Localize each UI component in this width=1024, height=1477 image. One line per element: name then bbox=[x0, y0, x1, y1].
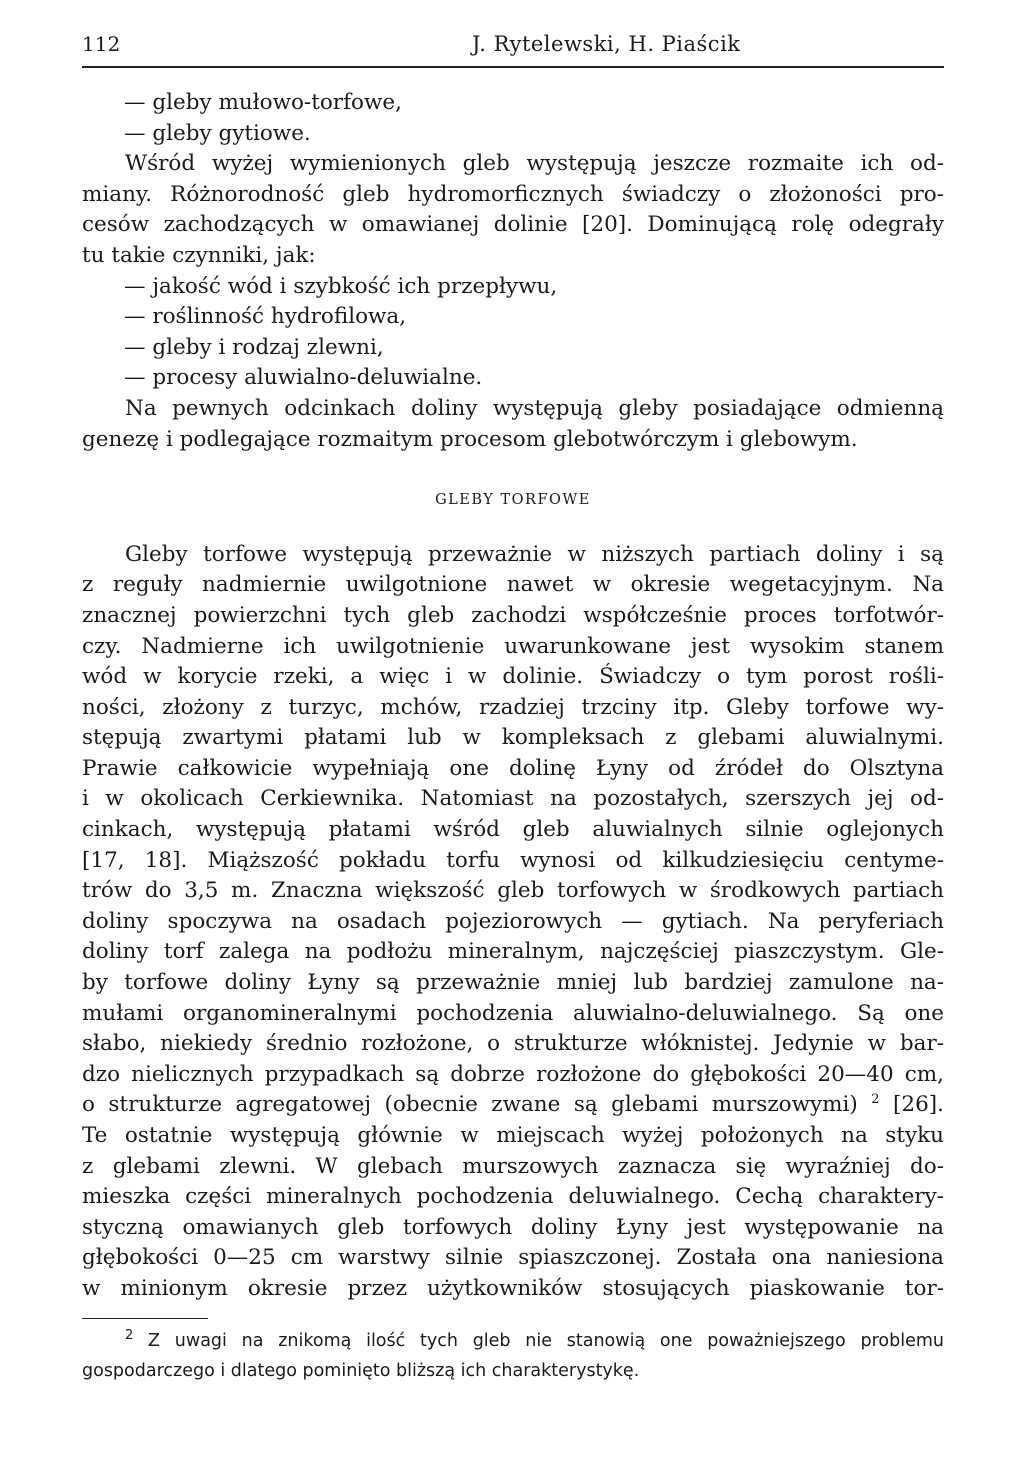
list-item: — jakość wód i szybkość ich przepływu, bbox=[124, 273, 558, 299]
text-line: tu takie czynniki, jak: bbox=[82, 242, 316, 268]
text-line: ności, złożony z turzyc, mchów, rzadziej trzciny itp. Gleby torfowe wy- bbox=[82, 694, 944, 720]
intro-list bbox=[82, 88, 944, 149]
text-line-body: o strukturze agregatowej (obecnie zwane są glebami murszowymi) bbox=[82, 1092, 858, 1118]
body-text bbox=[82, 88, 944, 1305]
paragraph-varieties bbox=[82, 149, 944, 271]
text-line: i w okolicach Cerkiewnika. Natomiast na pozostałych, szerszych jej od- bbox=[82, 786, 944, 812]
footnote-ref: 2 bbox=[871, 1092, 880, 1108]
text-line: styczną omawianych gleb torfowych doliny Łyny jest występowanie na bbox=[82, 1214, 944, 1240]
text-line: by torfowe doliny Łyny są przeważnie mniej lub bardziej zamulone na- bbox=[82, 970, 944, 996]
text-line: Wśród wyżej wymienionych gleb występują jeszcze rozmaite ich od- bbox=[125, 151, 944, 177]
text-line: genezę i podlegające rozmaitym procesom glebotwórczym i glebowym. bbox=[82, 426, 858, 452]
list-item: — procesy aluwialno-deluwialne. bbox=[124, 365, 483, 391]
text-line: w minionym okresie przez użytkowników stosujących piaskowanie tor- bbox=[82, 1275, 944, 1301]
page-header bbox=[82, 26, 944, 66]
text-line: Na pewnych odcinkach doliny występują gleby posiadające odmienną bbox=[125, 395, 944, 421]
text-line: Te ostatnie występują głównie w miejscach wyżej położonych na styku bbox=[82, 1123, 944, 1148]
citation: [26]. bbox=[893, 1092, 944, 1118]
text-line bbox=[82, 1090, 944, 1121]
text-line: miany. Różnorodność gleb hydromorficznych świadczy o złożoności pro- bbox=[82, 181, 944, 207]
paragraph-genesis bbox=[82, 394, 944, 455]
footnote-marker: 2 bbox=[125, 1328, 134, 1344]
text-line: z reguły nadmiernie uwilgotnione nawet w okresie wegetacyjnym. Na bbox=[82, 572, 944, 598]
text-line: dzo nielicznych przypadkach są dobrze rozłożone do głębokości 20—40 cm, bbox=[82, 1061, 944, 1087]
section-title: GLEBY TORFOWE bbox=[435, 492, 591, 509]
text-line: wód w korycie rzeki, a więc i w dolinie. Świadczy o tym porost rośli- bbox=[82, 664, 944, 690]
text-line: mułami organomineralnymi pochodzenia aluwialno-deluwialnego. Są one bbox=[82, 1000, 944, 1026]
list-item: — gleby i rodzaj zlewni, bbox=[124, 334, 384, 360]
text-line: znacznej powierzchni tych gleb zachodzi współcześnie proces torfotwór- bbox=[82, 602, 944, 628]
text-line: mieszka części mineralnych pochodzenia deluwialnego. Cechą charaktery- bbox=[82, 1184, 944, 1210]
running-head: J. Rytelewski, H. Piaścik bbox=[472, 32, 741, 56]
text-line: cesów zachodzących w omawianej dolinie [20]. Dominującą rolę odegrały bbox=[82, 212, 944, 238]
list-item: — gleby mułowo-torfowe, bbox=[124, 90, 402, 115]
text-line: [17, 18]. Miąższość pokładu torfu wynosi od kilkudziesięciu centyme- bbox=[82, 847, 944, 873]
footnote bbox=[82, 1326, 944, 1386]
footnote-line bbox=[82, 1326, 944, 1356]
text-line: doliny spoczywa na osadach pojeziorowych — gytiach. Na peryferiach bbox=[82, 908, 944, 934]
text-line: głębokości 0—25 cm warstwy silnie spiaszczonej. Została ona naniesiona bbox=[82, 1245, 944, 1271]
text-line: Gleby torfowe występują przeważnie w niższych partiach doliny i są bbox=[125, 541, 944, 567]
page-number: 112 bbox=[82, 32, 121, 56]
footnote-rule bbox=[82, 1318, 208, 1319]
text-line: słabo, niekiedy średnio rozłożone, o strukturze włóknistej. Jedynie w bar- bbox=[82, 1031, 944, 1057]
text-line: z glebami zlewni. W glebach murszowych zaznacza się wyraźniej do- bbox=[82, 1153, 944, 1179]
footnote-line: gospodarczego i dlatego pominięto bliższą ich charakterystykę. bbox=[82, 1361, 640, 1381]
text-line: trów do 3,5 m. Znaczna większość gleb torfowych w środkowych partiach bbox=[82, 878, 944, 904]
paragraph-peat-soils bbox=[82, 540, 944, 1305]
footnote-text: Z uwagi na znikomą ilość tych gleb nie stanowią one poważniejszego problemu bbox=[148, 1331, 944, 1351]
list-item: — roślinność hydrofilowa, bbox=[124, 304, 407, 330]
text-line: cinkach, występują płatami wśród gleb aluwialnych silnie oglejonych bbox=[82, 817, 944, 843]
text-line: doliny torf zalega na podłożu mineralnym, najczęściej piaszczystym. Gle- bbox=[82, 939, 944, 965]
factors-list bbox=[82, 272, 944, 394]
header-rule bbox=[82, 66, 944, 68]
text-line: czy. Nadmierne ich uwilgotnienie uwarunkowane jest wysokim stanem bbox=[82, 633, 944, 659]
list-item: — gleby gytiowe. bbox=[124, 120, 311, 146]
text-line: stępują zwartymi płatami lub w kompleksach z glebami aluwialnymi. bbox=[82, 725, 944, 751]
text-line: Prawie całkowicie wypełniają one dolinę Łyny od źródeł do Olsztyna bbox=[82, 755, 944, 781]
